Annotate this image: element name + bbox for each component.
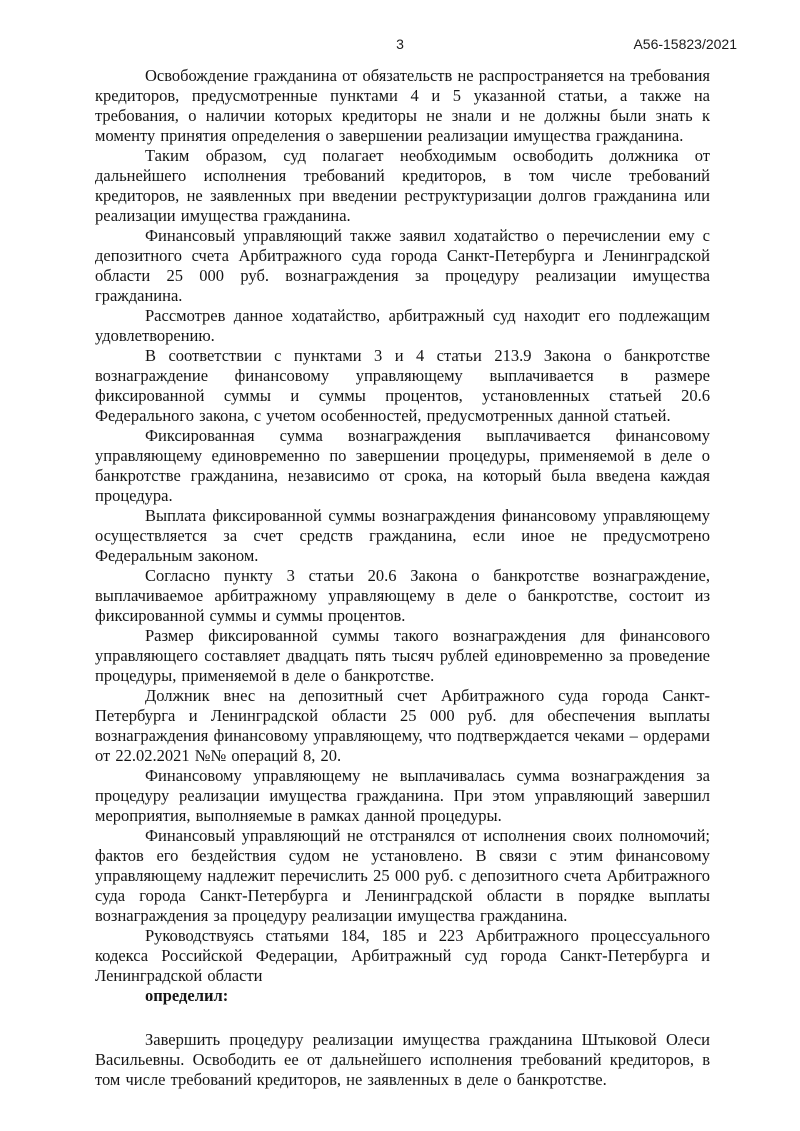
body-paragraph: Должник внес на депозитный счет Арбитражного суда города Санкт-Петербурга и Ленинградской области 25 000 руб. для обеспечения выплаты вознаграждения финансовому управляющему, что подтверждается чеками – ордерами от 22.02.2021 №№ операций 8, 20. (95, 686, 710, 765)
body-paragraph: Таким образом, суд полагает необходимым освободить должника от дальнейшего исполнения требований кредиторов, в том числе требований кредиторов, не заявленных при введении реструктуризации долгов гражданина или реализации имущества гражданина. (95, 146, 710, 225)
page-number: 3 (396, 36, 404, 52)
ruling-paragraph: Завершить процедуру реализации имущества гражданина Штыковой Олеси Васильевны. Освободить ее от дальнейшего исполнения требований кредиторов, в том числе требований кредиторов, не заявленных в деле о банкротстве. (95, 1030, 710, 1089)
body-paragraph: Руководствуясь статьями 184, 185 и 223 Арбитражного процессуального кодекса Российской Федерации, Арбитражный суд города Санкт-Петербурга и Ленинградской области (95, 926, 710, 985)
document-body (95, 66, 710, 1090)
body-paragraph: Освобождение гражданина от обязательств не распространяется на требования кредиторов, предусмотренные пунктами 4 и 5 указанной статьи, а также на требования, о наличии которых кредиторы не знали и не должны были знать к моменту принятия определения о завершении реализации имущества гражданина. (95, 66, 710, 145)
body-paragraph: Финансовый управляющий также заявил ходатайство о перечислении ему с депозитного счета Арбитражного суда города Санкт-Петербурга и Ленинградской области 25 000 руб. вознаграждения за процедуру реализации имущества гражданина. (95, 226, 710, 305)
body-paragraph: Финансовому управляющему не выплачивалась сумма вознаграждения за процедуру реализации имущества гражданина. При этом управляющий завершил мероприятия, выполняемые в рамках данной процедуры. (95, 766, 710, 825)
body-paragraph: Размер фиксированной суммы такого вознаграждения для финансового управляющего составляет двадцать пять тысяч рублей единовременно за проведение процедуры, применяемой в деле о банкротстве. (95, 626, 710, 685)
body-paragraph: Выплата фиксированной суммы вознаграждения финансовому управляющему осуществляется за счет средств гражданина, если иное не предусмотрено Федеральным законом. (95, 506, 710, 565)
body-paragraph: Согласно пункту 3 статьи 20.6 Закона о банкротстве вознаграждение, выплачиваемое арбитражному управляющему в деле о банкротстве, состоит из фиксированной суммы и суммы процентов. (95, 566, 710, 625)
ruling-heading: определил: (145, 986, 229, 1005)
body-paragraph: Финансовый управляющий не отстранялся от исполнения своих полномочий; фактов его бездействия судом не установлено. В связи с этим финансовому управляющему надлежит перечислить 25 000 руб. с депозитного счета Арбитражного суда города Санкт-Петербурга и Ленинградской области в порядке выплаты вознаграждения за процедуру реализации имущества гражданина. (95, 826, 710, 925)
body-paragraph: Фиксированная сумма вознаграждения выплачивается финансовому управляющему единовременно по завершении процедуры, применяемой в деле о банкротстве гражданина, независимо от срока, на который была введена каждая процедура. (95, 426, 710, 505)
body-paragraph: Рассмотрев данное ходатайство, арбитражный суд находит его подлежащим удовлетворению. (95, 306, 710, 345)
case-number: А56-15823/2021 (633, 36, 737, 52)
body-paragraph: В соответствии с пунктами 3 и 4 статьи 213.9 Закона о банкротстве вознаграждение финансовому управляющему выплачивается в размере фиксированной суммы и суммы процентов, установленных статьей 20.6 Федерального закона, с учетом особенностей, предусмотренных данной статьей. (95, 346, 710, 425)
